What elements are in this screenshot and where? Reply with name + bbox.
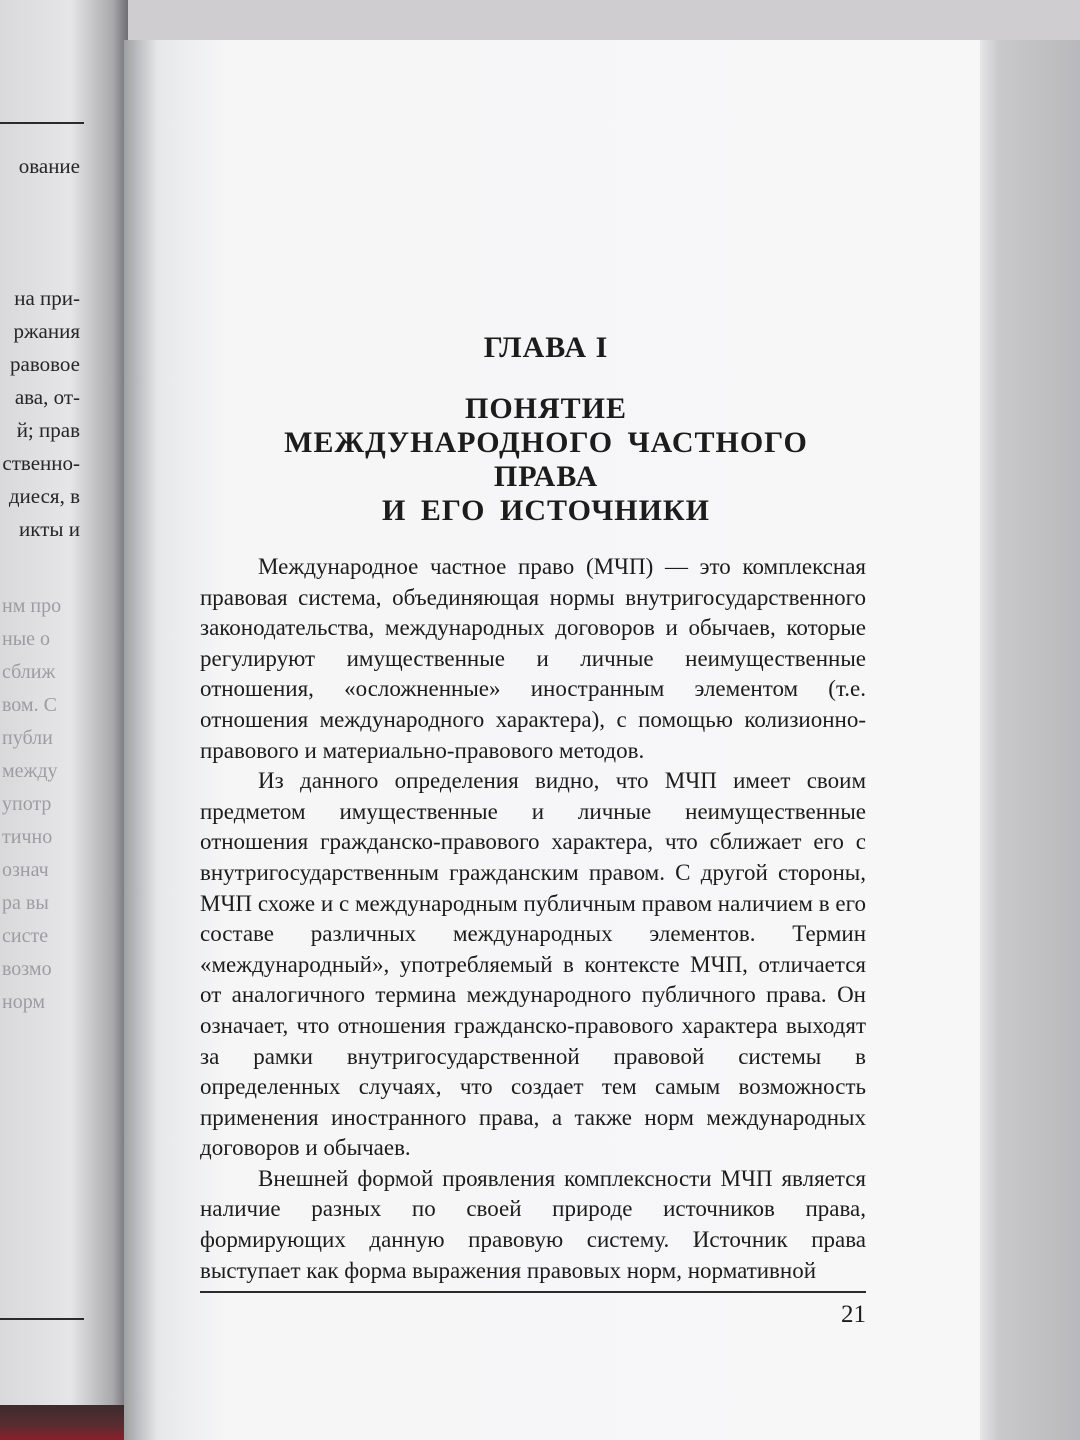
text-fragment: норм	[2, 991, 46, 1013]
text-fragment: ра вы	[2, 892, 49, 914]
text-fragment: ржания	[13, 319, 80, 343]
text-fragment	[0, 216, 80, 249]
footer-rule	[200, 1291, 866, 1293]
page-stack-edge	[978, 40, 1080, 1440]
text-fragment: ование	[18, 154, 80, 178]
chapter-title-line: И ЕГО ИСТОЧНИКИ	[382, 494, 710, 527]
previous-page-faded-text	[2, 590, 62, 1019]
text-fragment: употр	[2, 793, 52, 815]
text-fragment: тично	[2, 826, 53, 848]
text-fragment: ава, от-	[14, 385, 80, 409]
previous-page-text	[0, 150, 80, 546]
text-fragment: систе	[2, 925, 49, 947]
text-fragment: й; прав	[16, 418, 80, 442]
text-fragment: на при-	[14, 286, 80, 310]
text-fragment: возмо	[2, 958, 52, 980]
body-text	[200, 552, 866, 1286]
text-fragment: ные о	[2, 628, 51, 650]
chapter-title-line: МЕЖДУНАРОДНОГО ЧАСТНОГО ПРАВА	[284, 426, 808, 493]
text-fragment: равовое	[10, 352, 80, 376]
paragraph: Из данного определения видно, что МЧП имеет своим предметом имущественные и личные неимущественные отношения гражданско-правового характера, что сближает его с внутригосударственным гражданским правом. С другой стороны, МЧП схоже и с международным публичным правом наличием в его составе различных международных элементов. Термин «международный», употребляемый в контексте МЧП, отличается от аналогичного термина международного публичного права. Он означает, что отношения гражданско-правового характера выходят за рамки внутригосударственной правовой системы в определенных случаях, что создает тем самым возможность применения иностранного права, а также норм международных договоров и обычаев.	[200, 768, 866, 1161]
page-content	[200, 330, 866, 1286]
chapter-title	[200, 392, 866, 528]
header-rule	[0, 122, 84, 124]
text-fragment: между	[2, 760, 58, 782]
paragraph: Международное частное право (МЧП) — это комплексная правовая система, объединяющая нормы внутригосударственного законодательства, международных договоров и обычаев, которые регулируют имущественные и личные неимущественные отношения, «осложненные» иностранным элементом (т.е. отношения международного характера), с помощью колизионно-правового и материально-правового методов.	[200, 554, 866, 763]
text-fragment	[0, 183, 80, 216]
text-fragment: диеся, в	[8, 484, 80, 508]
previous-page	[0, 0, 128, 1440]
page-number: 21	[841, 1301, 866, 1328]
chapter-label: ГЛАВА I	[483, 331, 609, 364]
paragraph: Внешней формой проявления комплексности МЧП является наличие разных по своей природе источников права, формирующих данную правовую систему. Источник права выступает как форма выражения правовых норм, нормативной	[200, 1165, 866, 1283]
text-fragment: сближ	[2, 661, 56, 683]
chapter-title-line: ПОНЯТИЕ	[464, 392, 628, 425]
text-fragment: означ	[2, 859, 49, 881]
footer-rule-left	[0, 1318, 84, 1320]
book-cover-edge	[0, 1405, 128, 1440]
text-fragment	[0, 249, 80, 282]
text-fragment: ственно-	[2, 451, 80, 475]
text-fragment: нм про	[2, 595, 62, 617]
text-fragment: публи	[2, 727, 53, 749]
text-fragment: икты и	[19, 517, 80, 541]
text-fragment: вом. С	[2, 694, 57, 716]
